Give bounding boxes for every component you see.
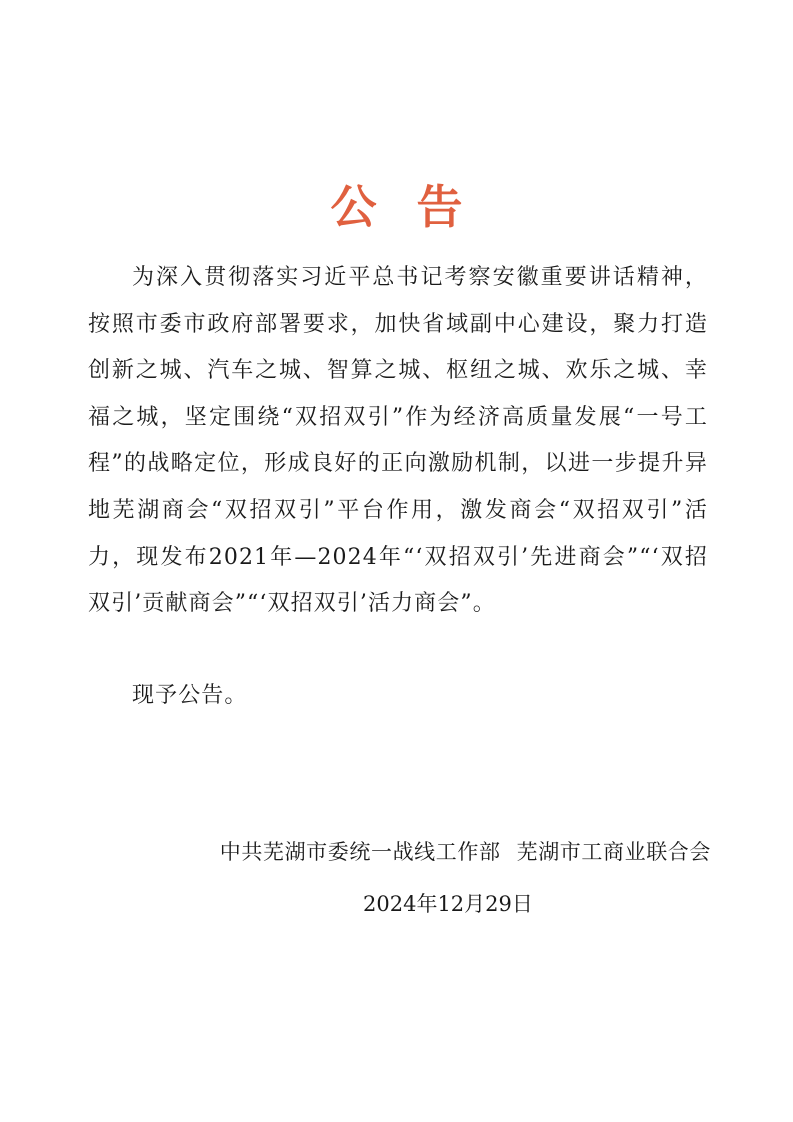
notice-title: 公告: [330, 179, 503, 234]
issuer-federation-of-commerce: 芜湖市工商业联合会: [516, 840, 711, 864]
issue-date: 2024年12月29日: [363, 892, 533, 916]
issuer-signature: [220, 832, 711, 872]
notice-body: 为深入贯彻落实习近平总书记考察安徽重要讲话精神，按照市委市政府部署要求，加快省域副中心建设，聚力打造创新之城、汽车之城、智算之城、枢纽之城、欢乐之城、幸福之城，坚定围绕“双招双引”作为经济高质量发展“一号工程”的战略定位，形成良好的正向激励机制，以进一步提升异地芜湖商会“双招双引”平台作用，激发商会“双招双引”活力，现发布2021年—2024年“‘双招双引’先进商会”“‘双招双引’贡献商会”“‘双招双引’活力商会”。: [88, 265, 708, 617]
notice-closing: 现予公告。: [132, 683, 248, 708]
issuer-united-front-department: 中共芜湖市委统一战线工作部: [219, 840, 501, 864]
